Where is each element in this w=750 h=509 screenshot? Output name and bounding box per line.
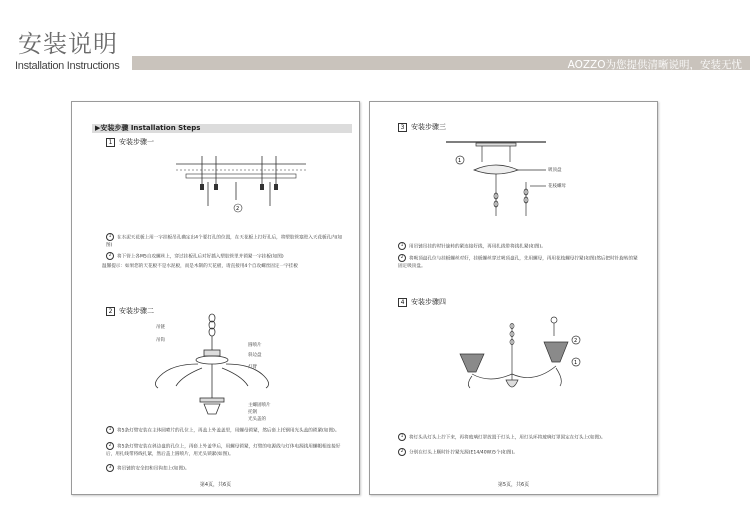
page-number: 第5页，共6页 [497, 482, 530, 488]
step1-item-2: 2 将下管上各M5自攻螺丝上，穿过挂板孔后对好插入塑胶管里并锁紧一字挂板(如图) [106, 252, 346, 261]
label-cap: 光头盖的 [248, 417, 266, 422]
label-bracket: 托钢 [248, 410, 257, 415]
step1-note: 温馨提示：如果您的天花板不是水泥板，而是木制的天花板，请直接用4个自攻螺丝固定一字挂板 [102, 264, 298, 269]
svg-text:1: 1 [458, 158, 462, 164]
step1-number: 1 [106, 138, 115, 147]
step2-item-1: 1 将5条灯臂安装在主体圆喷片的孔位上，再盖上外盖盖里，用螺母锁紧，然后套上托钢用光头盖的锁紧(如图)。 [106, 426, 346, 435]
step2-item-2: 2 将5条灯臂安装在斜边盘的孔位上，再套上外盖华后，用螺母锁紧，灯臂的电源线与灯体电源线用螺帽相连接好后，用扎线带将线扎紧，然后盖上圆喷片，用光头锁紧(如图)。 [106, 443, 341, 457]
step3-title: 3 安装步骤三 [398, 122, 446, 132]
label-arm: 灯臂 [248, 365, 257, 370]
label-hook: 吊钩 [156, 338, 165, 343]
step2-title: 2 安装步骤二 [106, 306, 154, 316]
svg-text:2: 2 [574, 338, 578, 344]
step3-item-1: 1 用吊链吊挂的时针旋转的紧连接好线，再用扎线带将线扎紧(如图)。 [398, 242, 638, 251]
header-bar-text: AOZZO为您提供清晰说明，安装无忧 [567, 59, 742, 71]
step4-number: 4 [398, 298, 407, 307]
step4-title: 4 安装步骤四 [398, 297, 446, 307]
label-main-disc: 主螺固喷片 [248, 403, 271, 408]
label-round-disc: 圆喷片 [248, 343, 262, 348]
step3-number: 3 [398, 123, 407, 132]
step4-lampshade-diagram [450, 314, 610, 424]
step4-item-2: 2 分别在灯头上顺时针拧紧光源(E14/40W)5个(如图)。 [398, 448, 638, 457]
label-canopy: 吸顶盘 [548, 168, 562, 173]
step1-item-1: 1 在水泥天花板上用一字挂板吊孔确定出4个要打孔的位置，在天花板上打好孔后，将塑胶管塞进入天花板孔内(如图) [106, 234, 343, 248]
svg-text:2: 2 [236, 206, 240, 212]
svg-text:1: 1 [574, 360, 578, 366]
step2-number: 2 [106, 307, 115, 316]
step1-diagram [176, 150, 306, 220]
step2-item-3: 3 将吊链的安全扣和吊钩扣上(如图)。 [106, 464, 346, 473]
step3-canopy-diagram [446, 136, 596, 226]
instruction-page-5 [369, 101, 658, 495]
instruction-page-4 [71, 101, 360, 495]
label-bevel-plate: 斜边盘 [248, 353, 262, 358]
steps-heading: ▶安装步骤 Installation Steps [92, 124, 352, 133]
page-number: 第4页，共6页 [199, 482, 232, 488]
page-title: 安装说明 [18, 30, 118, 58]
label-chain: 吊链 [156, 325, 165, 330]
label-nut: 花枝螺母 [548, 184, 566, 189]
header-subtitle: Installation Instructions [15, 60, 120, 72]
step1-title: 1 安装步骤一 [106, 137, 154, 147]
step3-item-2: 2 将吸顶盘孔位与挂板螺丝对好，挂板螺丝穿过吸顶盘孔，先用螺母，再用花枝螺母拧紧(如图)然后把时针旋转的紧固定吸顶盘。 [398, 255, 638, 269]
step4-item-1: 1 将灯头从灯头上拧下来，再将玻璃灯罩放置于灯头上，用灯头环将玻璃灯罩固定在灯头上(如图)。 [398, 433, 638, 442]
